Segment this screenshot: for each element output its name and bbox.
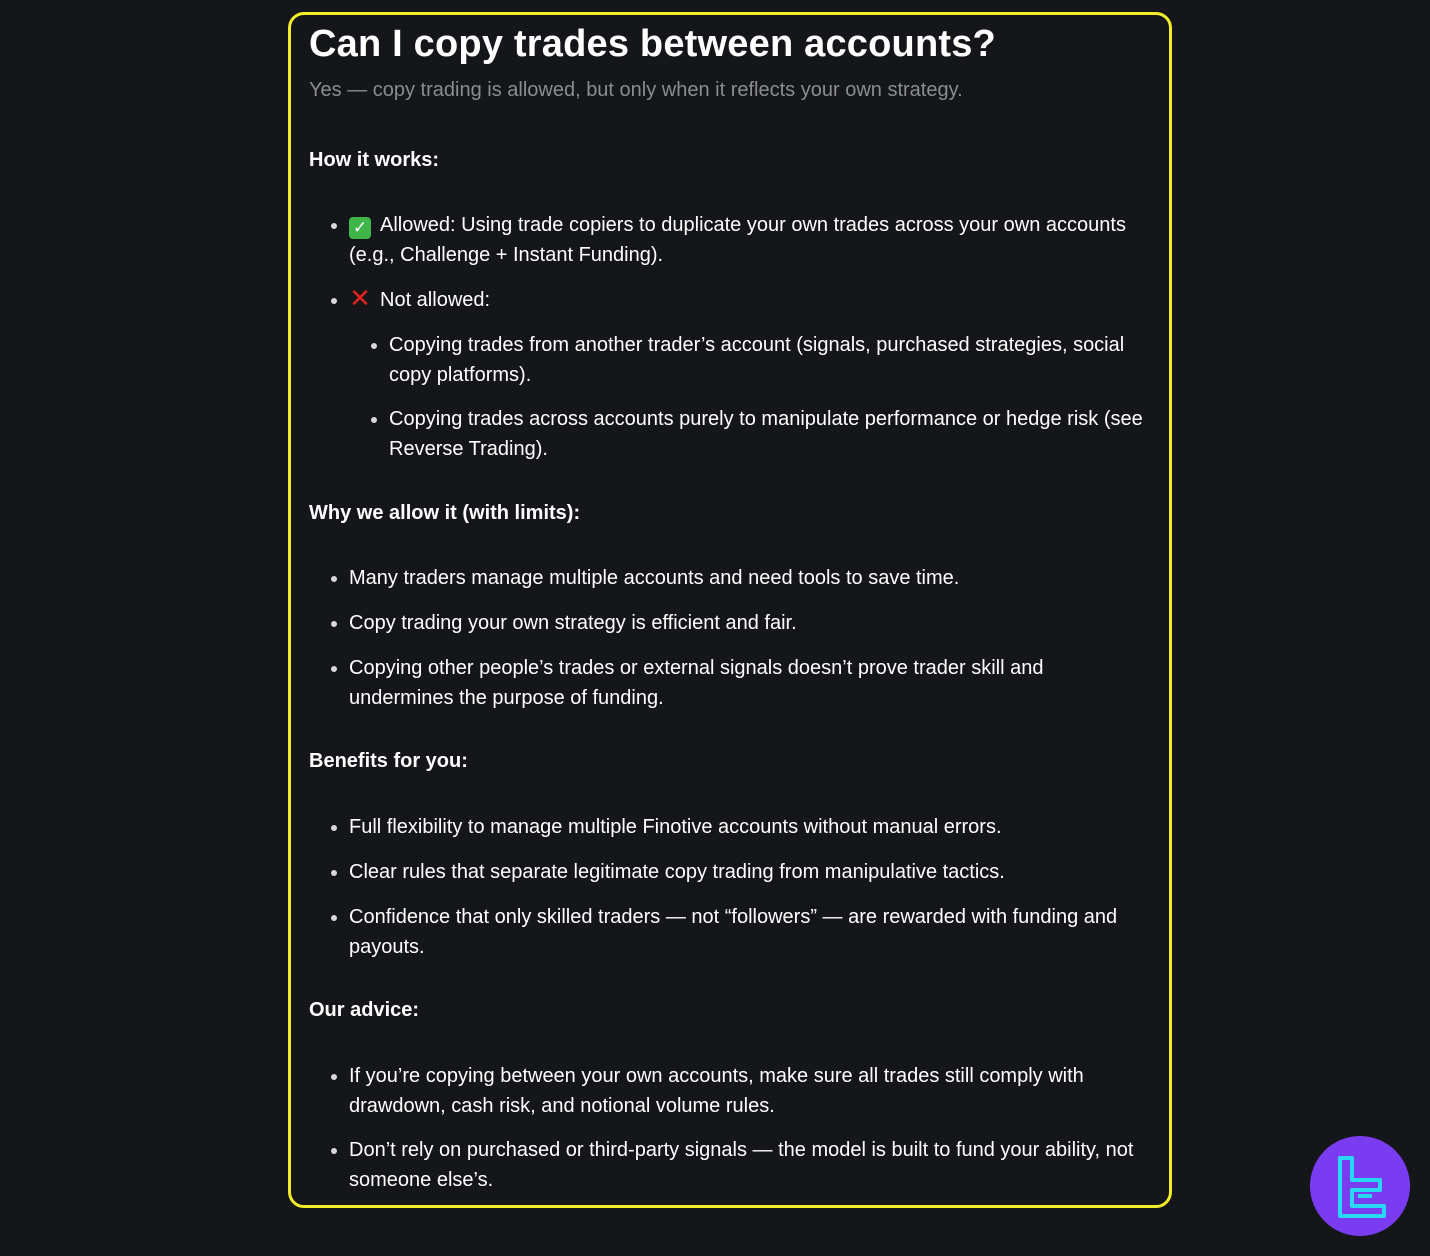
list-item (309, 285, 1145, 315)
bullet-dot (331, 870, 337, 876)
sub-item-text: Copying trades across accounts purely to manipulate performance or hedge risk (see Reverse Trading). (389, 408, 1143, 460)
bullet-dot (371, 343, 377, 349)
section-heading-how: How it works: (309, 149, 440, 171)
benefit-item-text: Clear rules that separate legitimate copy trading from manipulative tactics. (349, 861, 1005, 883)
bullet-dot (371, 417, 377, 423)
logo-mark (1310, 1136, 1410, 1236)
advice-list-2 (309, 1135, 1145, 1195)
bullet-dot (331, 666, 337, 672)
page-title: Can I copy trades between accounts? (309, 23, 996, 65)
bullet-dot (331, 1074, 337, 1080)
why-item-text: Copying other people’s trades or external signals doesn’t prove trader skill and undermines the purpose of funding. (349, 657, 1044, 709)
page-subtitle: Yes — copy trading is allowed, but only when it reflects your own strategy. (309, 79, 963, 101)
list-item (309, 1061, 1145, 1121)
section-heading-benefits: Benefits for you: (309, 750, 468, 772)
how-list (309, 210, 1145, 270)
list-item (309, 653, 1145, 713)
section-heading-why: Why we allow it (with limits): (309, 502, 581, 524)
list-item (309, 812, 1145, 842)
not-allowed-sublist (309, 330, 1145, 390)
benefit-item-text: Full flexibility to manage multiple Finotive accounts without manual errors. (349, 816, 1002, 838)
list-item (309, 330, 1145, 390)
tradingfinder-logo-icon (1310, 1136, 1410, 1236)
why-item-text: Copy trading your own strategy is efficient and fair. (349, 612, 797, 634)
benefits-list-2 (309, 857, 1145, 887)
bullet-dot (331, 223, 337, 229)
bullet-dot (331, 1148, 337, 1154)
advice-list-1 (309, 1061, 1145, 1121)
not-allowed-sublist-2 (309, 404, 1145, 464)
why-item-text: Many traders manage multiple accounts and need tools to save time. (349, 567, 960, 589)
benefits-list-3 (309, 902, 1145, 962)
benefit-item-text: Confidence that only skilled traders — not “followers” — are rewarded with funding and payouts. (349, 906, 1118, 958)
advice-item-text: Don’t rely on purchased or third-party signals — the model is built to fund your ability, not someone else’s. (349, 1139, 1134, 1191)
list-item (309, 608, 1145, 638)
not-allowed-list (309, 285, 1145, 315)
list-item (309, 210, 1145, 270)
cross-mark-icon: ✕ (349, 283, 371, 313)
list-item (309, 902, 1145, 962)
bullet-dot (331, 576, 337, 582)
list-item (309, 404, 1145, 464)
check-mark-icon: ✓ (349, 217, 371, 239)
allowed-text: Allowed: Using trade copiers to duplicate your own trades across your own accounts (e.g., Challenge + Instant Funding). (349, 214, 1126, 266)
sub-item-text: Copying trades from another trader’s account (signals, purchased strategies, social copy platforms). (389, 334, 1125, 386)
advice-item-text: If you’re copying between your own accounts, make sure all trades still comply with drawdown, cash risk, and notional volume rules. (349, 1065, 1084, 1117)
bullet-dot (331, 915, 337, 921)
why-list-1 (309, 563, 1145, 593)
why-list-3 (309, 653, 1145, 713)
why-list-2 (309, 608, 1145, 638)
list-item (309, 563, 1145, 593)
bullet-dot (331, 298, 337, 304)
list-item (309, 857, 1145, 887)
bullet-dot (331, 825, 337, 831)
faq-card (288, 12, 1172, 1208)
list-item (309, 1135, 1145, 1195)
not-allowed-text: Not allowed: (380, 289, 491, 311)
section-heading-advice: Our advice: (309, 999, 420, 1021)
benefits-list-1 (309, 812, 1145, 842)
bullet-dot (331, 621, 337, 627)
